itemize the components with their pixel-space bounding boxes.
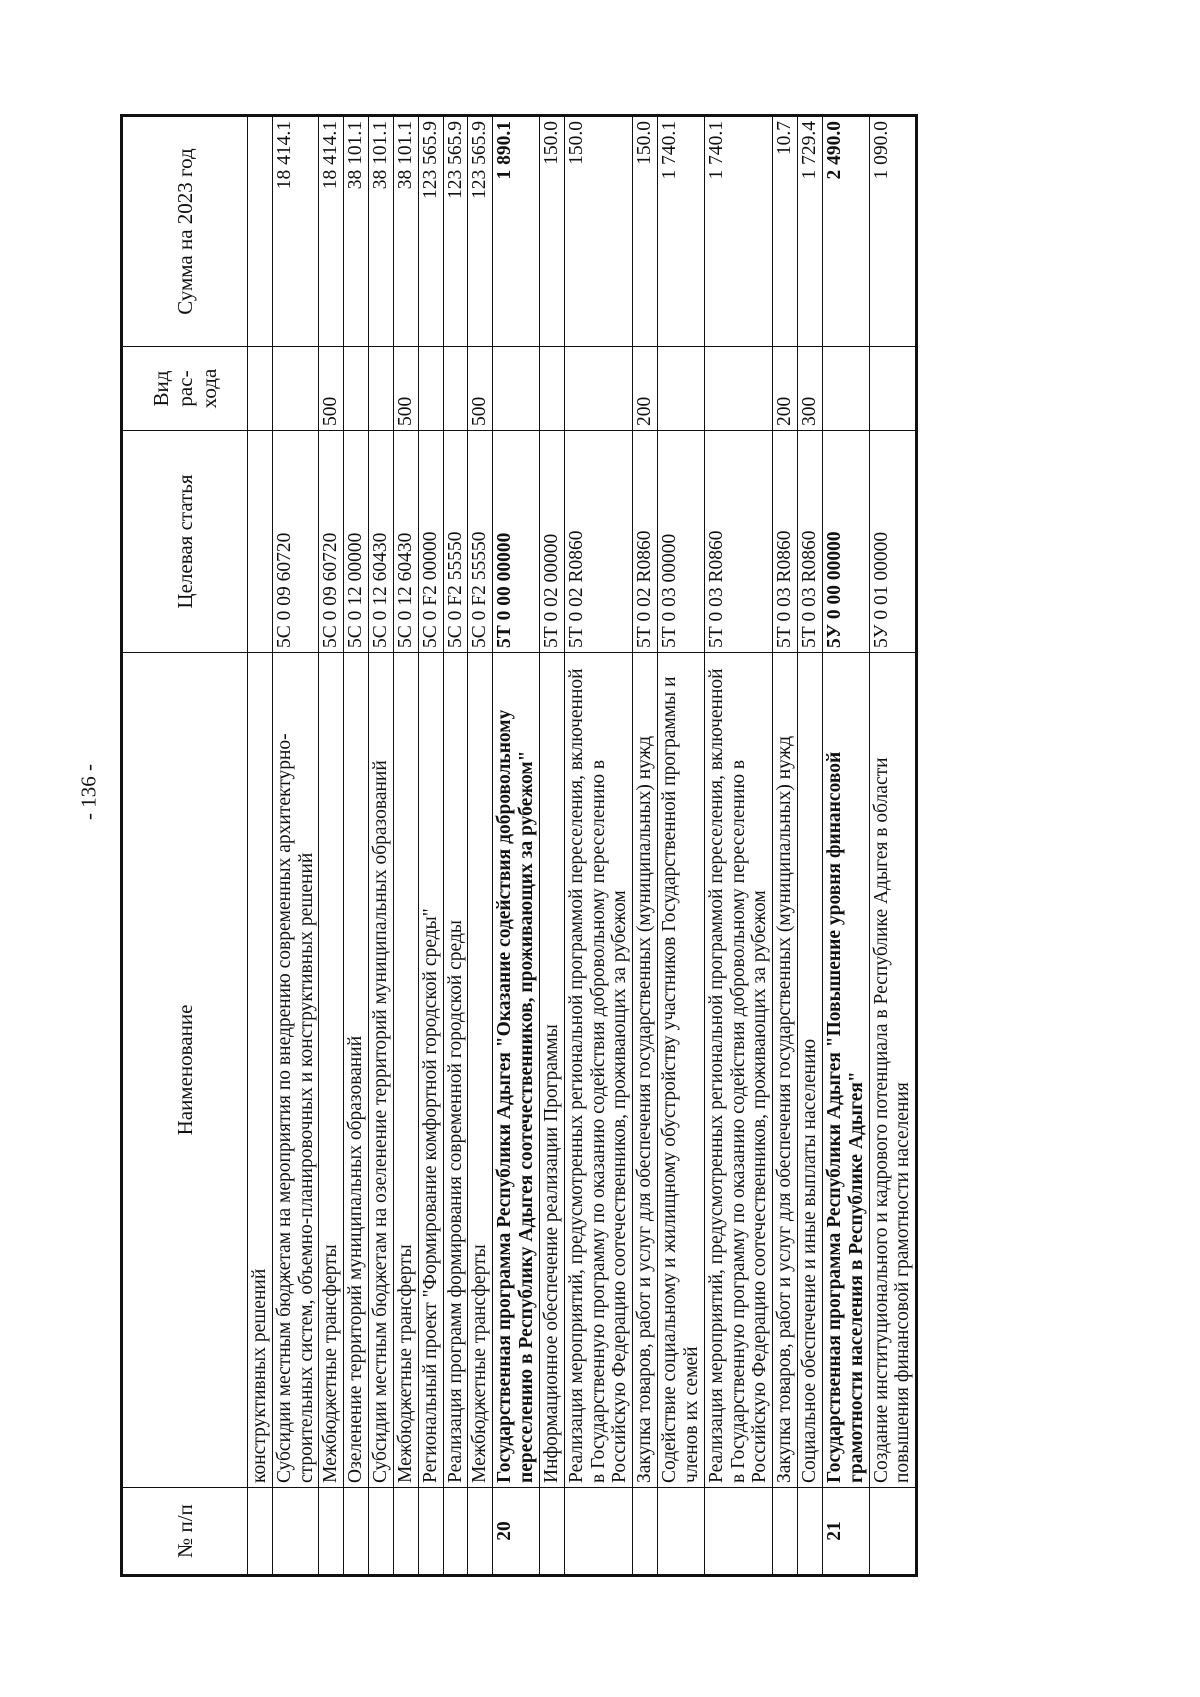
cell-code: 5Т 0 02 00000: [539, 431, 564, 653]
cell-num: [393, 1488, 418, 1576]
cell-name: Закупка товаров, работ и услуг для обеспечения государственных (муниципальных) нужд: [633, 653, 658, 1488]
cell-code: 5Т 0 03 R0860: [798, 431, 823, 653]
cell-sum: 18 414.1: [319, 116, 344, 347]
cell-sum: 1 740.1: [704, 116, 772, 347]
cell-sum: 123 565.9: [443, 116, 468, 347]
cell-kind: [564, 347, 632, 431]
cell-kind: [344, 347, 369, 431]
cell-kind: 300: [798, 347, 823, 431]
cell-sum: 10.7: [773, 116, 798, 347]
cell-num: [344, 1488, 369, 1576]
cell-kind: 200: [633, 347, 658, 431]
table-row: [468, 116, 493, 1576]
cell-code: 5С 0 F2 00000: [418, 431, 443, 653]
cell-name: Закупка товаров, работ и услуг для обеспечения государственных (муниципальных) нужд: [773, 653, 798, 1488]
header-sum: Сумма на 2023 год: [122, 116, 248, 347]
cell-num: [319, 1488, 344, 1576]
cell-code: 5С 0 12 00000: [344, 431, 369, 653]
cell-code: 5С 0 09 60720: [319, 431, 344, 653]
cell-code: 5С 0 F2 55550: [443, 431, 468, 653]
cell-name: Государственная программа Республики Адыгея "Оказание содействия добровольному переселению в Республику Адыгея соотечественников, проживающих за рубежом": [493, 653, 540, 1488]
cell-name: Субсидии местным бюджетам на озеленение территорий муниципальных образований: [369, 653, 394, 1488]
cell-code: 5С 0 12 60430: [369, 431, 394, 653]
cell-sum: 1 729.4: [798, 116, 823, 347]
table-row: [869, 116, 917, 1576]
cell-code: 5Т 0 02 R0860: [633, 431, 658, 653]
cell-name: Реализация мероприятий, предусмотренных региональной программой переселения, включенной в Государственную программу по оказанию содействия добровольному переселению в Российскую Федерацию соотечественников, проживающих за рубежом: [704, 653, 772, 1488]
table-row: [393, 116, 418, 1576]
cell-num: [798, 1488, 823, 1576]
table-row: [704, 116, 772, 1576]
cell-num: [658, 1488, 705, 1576]
cell-num: [773, 1488, 798, 1576]
header-num: № п/п: [122, 1488, 248, 1576]
cell-sum: 38 101.1: [369, 116, 394, 347]
table-row: [272, 116, 319, 1576]
table-row: [822, 116, 869, 1576]
cell-code: [248, 431, 273, 653]
table-body: [248, 116, 917, 1576]
cell-kind: [418, 347, 443, 431]
cell-code: 5С 0 F2 55550: [468, 431, 493, 653]
cell-code: 5Т 0 03 R0860: [773, 431, 798, 653]
cell-name: конструктивных решений: [248, 653, 273, 1488]
cell-sum: 150.0: [564, 116, 632, 347]
cell-num: [443, 1488, 468, 1576]
cell-kind: [539, 347, 564, 431]
cell-sum: 150.0: [633, 116, 658, 347]
cell-kind: [493, 347, 540, 431]
cell-name: Создание институционального и кадрового потенциала в Республике Адыгея в области повышения финансовой грамотности населения: [869, 653, 917, 1488]
table-row: [344, 116, 369, 1576]
cell-kind: [822, 347, 869, 431]
cell-code: 5У 0 01 00000: [869, 431, 917, 653]
header-name: Наименование: [122, 653, 248, 1488]
cell-num: [539, 1488, 564, 1576]
cell-sum: 18 414.1: [272, 116, 319, 347]
cell-name: Межбюджетные трансферты: [468, 653, 493, 1488]
cell-name: Региональный проект "Формирование комфортной городской среды": [418, 653, 443, 1488]
cell-code: 5Т 0 02 R0860: [564, 431, 632, 653]
cell-sum: 150.0: [539, 116, 564, 347]
cell-num: [704, 1488, 772, 1576]
table-row: [564, 116, 632, 1576]
cell-sum: [248, 116, 273, 347]
cell-code: 5Т 0 03 00000: [658, 431, 705, 653]
page-number: - 136 -: [76, 764, 101, 820]
cell-name: Информационное обеспечение реализации Программы: [539, 653, 564, 1488]
cell-num: [272, 1488, 319, 1576]
cell-num: [418, 1488, 443, 1576]
table-row: [773, 116, 798, 1576]
cell-num: 21: [822, 1488, 869, 1576]
cell-kind: [704, 347, 772, 431]
cell-num: [564, 1488, 632, 1576]
cell-code: 5Т 0 00 00000: [493, 431, 540, 653]
cell-num: [369, 1488, 394, 1576]
table-row: [633, 116, 658, 1576]
cell-kind: 500: [468, 347, 493, 431]
table-row: [369, 116, 394, 1576]
cell-kind: 500: [393, 347, 418, 431]
cell-name: Реализация программ формирования современной городской среды: [443, 653, 468, 1488]
cell-name: Озеленение территорий муниципальных образований: [344, 653, 369, 1488]
cell-kind: [869, 347, 917, 431]
cell-name: Межбюджетные трансферты: [393, 653, 418, 1488]
cell-num: [248, 1488, 273, 1576]
cell-num: [633, 1488, 658, 1576]
table-row: [248, 116, 273, 1576]
header-kind: Вид рас-хода: [122, 347, 248, 431]
table-header-row: [122, 116, 248, 1576]
cell-num: [869, 1488, 917, 1576]
cell-code: 5У 0 00 00000: [822, 431, 869, 653]
cell-kind: 200: [773, 347, 798, 431]
cell-num: 20: [493, 1488, 540, 1576]
budget-table: [120, 114, 918, 1577]
cell-kind: [369, 347, 394, 431]
cell-name: Субсидии местным бюджетам на мероприятия по внедрению современных архитектурно-строительных систем, объемно-планировочных и конструктивных решений: [272, 653, 319, 1488]
table-row: [493, 116, 540, 1576]
cell-kind: [658, 347, 705, 431]
cell-num: [468, 1488, 493, 1576]
table-row: [798, 116, 823, 1576]
cell-kind: [248, 347, 273, 431]
cell-sum: 38 101.1: [344, 116, 369, 347]
table-row: [539, 116, 564, 1576]
cell-name: Реализация мероприятий, предусмотренных региональной программой переселения, включенной в Государственную программу по оказанию содействия добровольному переселению в Российскую Федерацию соотечественников, проживающих за рубежом: [564, 653, 632, 1488]
cell-sum: 1 890.1: [493, 116, 540, 347]
cell-sum: 2 490.0: [822, 116, 869, 347]
cell-kind: [443, 347, 468, 431]
cell-code: 5С 0 12 60430: [393, 431, 418, 653]
cell-name: Государственная программа Республики Адыгея "Повышение уровня финансовой грамотности населения в Республике Адыгея": [822, 653, 869, 1488]
cell-sum: 38 101.1: [393, 116, 418, 347]
table-row: [658, 116, 705, 1576]
cell-sum: 123 565.9: [468, 116, 493, 347]
cell-sum: 1 090.0: [869, 116, 917, 347]
table-row: [319, 116, 344, 1576]
cell-name: Социальное обеспечение и иные выплаты населению: [798, 653, 823, 1488]
cell-kind: 500: [319, 347, 344, 431]
cell-code: 5С 0 09 60720: [272, 431, 319, 653]
cell-sum: 1 740.1: [658, 116, 705, 347]
cell-code: 5Т 0 03 R0860: [704, 431, 772, 653]
cell-kind: [272, 347, 319, 431]
cell-sum: 123 565.9: [418, 116, 443, 347]
header-code: Целевая статья: [122, 431, 248, 653]
cell-name: Содействие социальному и жилищному обустройству участников Государственной программы и членов их семей: [658, 653, 705, 1488]
table-row: [443, 116, 468, 1576]
budget-table-container: [120, 117, 1060, 1577]
table-row: [418, 116, 443, 1576]
cell-name: Межбюджетные трансферты: [319, 653, 344, 1488]
